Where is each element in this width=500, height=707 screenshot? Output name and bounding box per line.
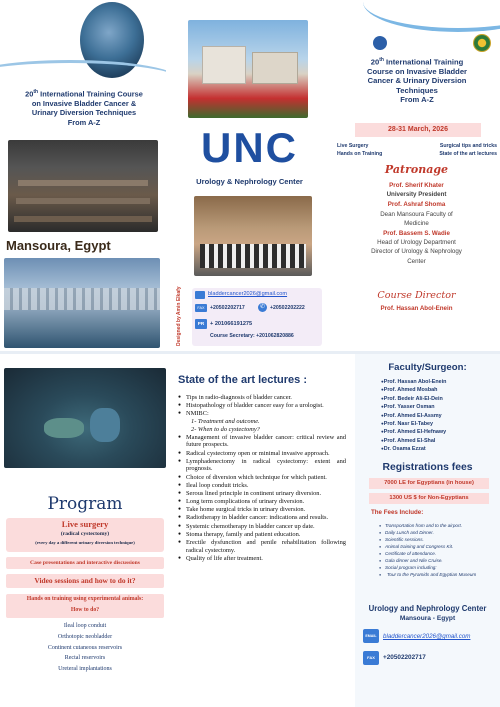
list-item: ● Certificate of attendance. <box>379 550 497 557</box>
list-item: ● Dr. Osama Ezzat <box>381 445 499 453</box>
program-panel <box>0 354 170 707</box>
list-item: ● Erectile dysfunction and penile rehabilitation following radical cystectomy. <box>178 539 346 554</box>
list-item: Ileal loop conduit <box>63 623 107 629</box>
faculty-heading: Faculty/Surgeon: <box>388 362 467 373</box>
list-item: ● Stoma therapy, family and patient education. <box>178 531 346 539</box>
fee-egyptians: 7000 LE for Egyptians (in house) <box>369 478 489 489</box>
operating-room-photo <box>4 368 166 468</box>
technique-list <box>0 621 170 675</box>
university-seal-icon <box>473 34 491 52</box>
list-item: Continent cutaneous reservoirs <box>47 644 123 651</box>
program-heading: Program <box>47 494 123 514</box>
phone-icon: ✆ <box>259 304 266 310</box>
phone-number: +20502202222 <box>270 305 305 311</box>
list-item: ● Prof. Hassan Abol-Enein <box>381 378 499 386</box>
list-item: ● Prof. Ahmed Mosbah <box>381 386 499 394</box>
faculty-panel <box>355 354 500 707</box>
mobile-number: + 201066191275 <box>210 321 253 327</box>
list-item: ● Transportation from and to the airport. <box>379 522 497 529</box>
fax-icon: FAX <box>363 651 379 665</box>
list-item: ● Take home surgical tricks in urinary diversion. <box>178 506 346 514</box>
course-title: 20th International Training Course on Invasive Bladder Cancer & Urinary Diversion Techniques From A-Z <box>25 89 143 127</box>
list-item: ● Tips in radio-diagnosis of bladder cancer. <box>178 394 346 402</box>
fax-number: +20502202717 <box>383 654 426 661</box>
case-presentations: Case presentations and interactive discussions <box>6 557 164 569</box>
list-item: ● Systemic chemotherapy in bladder cancer up date. <box>178 523 346 531</box>
fees-list <box>379 522 497 578</box>
urology-logo-icon <box>373 36 387 50</box>
list-item: ● Choice of diversion which technique for which patient. <box>178 474 346 482</box>
list-item: ● NMIBC: 1- Treatment and outcome. 2- When to do cystectomy? <box>178 410 346 433</box>
center-city: Mansoura - Egypt <box>399 615 456 622</box>
email-icon: EMAIL <box>363 629 379 643</box>
cover-center-panel <box>166 0 333 351</box>
fax-icon: FAX <box>195 304 207 312</box>
list-item: ● Radiotherapy in bladder cancer: indications and results. <box>178 514 346 522</box>
list-item: ● Prof. Ahmed El-Assmy <box>381 412 499 420</box>
list-item: ● Ileal loop conduit tricks. <box>178 482 346 490</box>
fees-include-heading: The Fees Include: <box>371 509 424 516</box>
list-item: ● Daily Lunch and Dinner. <box>379 529 497 536</box>
email-link[interactable]: bladdercancer2026@gmail.com <box>383 633 471 640</box>
list-item: ● Scientific sessions. <box>379 536 497 543</box>
video-sessions: Video sessions and how to do it? <box>6 574 164 588</box>
unc-logo-subtitle: Urology & Nephrology Center <box>196 177 303 186</box>
list-item: Ureteral implantations <box>58 666 112 673</box>
list-item: ● Radical cystectomy open or minimal invasive approach. <box>178 450 346 458</box>
list-item: ● Long term complications of urinary diversion. <box>178 498 346 506</box>
list-item: ● Social program including: <box>379 564 497 571</box>
list-item: ● Quality of life after treatment. <box>178 555 346 563</box>
patronage-heading: Patronage <box>384 163 449 176</box>
faculty-list <box>381 378 499 454</box>
director-heading: Course Director <box>377 290 456 301</box>
center-name: Urology and Nephrology Center <box>368 604 487 613</box>
unc-logo: UNC <box>201 124 298 171</box>
cover-left-panel <box>0 0 166 351</box>
nile-city-photo <box>4 258 160 348</box>
lecture-list <box>178 394 346 563</box>
hands-on-box: Hands on training using experimental animals: How to do? <box>6 594 164 618</box>
secretary-number: Course Secretary: +201062820886 <box>210 333 294 339</box>
list-item: ● Prof. Ahmed El-Shal <box>381 437 499 445</box>
fax-number: +20502202717 <box>210 305 245 311</box>
course-date: 28-31 March, 2026 <box>355 123 481 137</box>
lectures-panel <box>170 354 355 707</box>
city-title: Mansoura, Egypt <box>6 238 111 253</box>
list-item: ● Prof. Nasr El-Tabey <box>381 420 499 428</box>
list-item: ● Histopathology of bladder cancer easy for a urologist. <box>178 402 346 410</box>
list-item: ● Prof. Bedeir Ali-El-Dein <box>381 395 499 403</box>
course-title: 20th International Training Course on Invasive Bladder Cancer & Urinary Diversion Techniques From A-Z <box>366 57 468 105</box>
staff-group-photo <box>194 196 312 276</box>
list-item: ● Gala dinner and Nile Cruise. <box>379 557 497 564</box>
list-item: ● Prof. Yasser Osman <box>381 403 499 411</box>
list-item: ● Prof. Ahmed El-Hefnawy <box>381 428 499 436</box>
pr-icon: PR <box>195 319 207 329</box>
email-icon <box>195 291 205 299</box>
cover-right-panel <box>333 0 500 351</box>
patronage-list: Prof. Sherif Khater University President Prof. Ashraf Shoma Dean Mansoura Faculty of Medicine Prof. Bassem S. Wadie Head of Urology Department Director of Urology & Nephrology Center <box>371 182 462 265</box>
decor-swoosh <box>363 0 500 32</box>
course-features: Live Surgery Surgical tips and tricks Hands on Training State of the art lectures <box>337 143 497 157</box>
list-item: ● Serous lined principle in continent urinary diversion. <box>178 490 346 498</box>
designer-credit: Designed by Amin Elkafy <box>176 286 182 346</box>
lecture-hall-photo <box>8 140 158 232</box>
list-item: ● Animal training and Congress Kit. <box>379 543 497 550</box>
fee-non-egyptians: 1300 US $ for Non-Egyptians <box>369 493 489 504</box>
center-building-photo <box>188 20 308 118</box>
list-item: ● Tour to the Pyramids and Egyptian Museum <box>379 571 497 578</box>
list-item: Orthotopic neobladder <box>57 633 113 640</box>
list-item: Rectal reservoirs <box>64 655 106 662</box>
contact-box <box>192 288 322 346</box>
list-item: ● Management of invasive bladder cancer: critical review and future prospects. <box>178 434 346 449</box>
live-surgery-box: Live surgery (radical cystectomy) (every day a different urinary diversion technique) <box>6 518 164 552</box>
director-name: Prof. Hassan Abol-Enein <box>380 305 453 312</box>
lectures-heading: State of the art lectures : <box>178 374 307 386</box>
list-item: ● Lymphadenectomy in radical cystectomy: extent and prognosis. <box>178 458 346 473</box>
fees-heading: Registrations fees <box>382 462 473 473</box>
email-link[interactable]: bladdercancer2026@gmail.com <box>208 291 288 297</box>
